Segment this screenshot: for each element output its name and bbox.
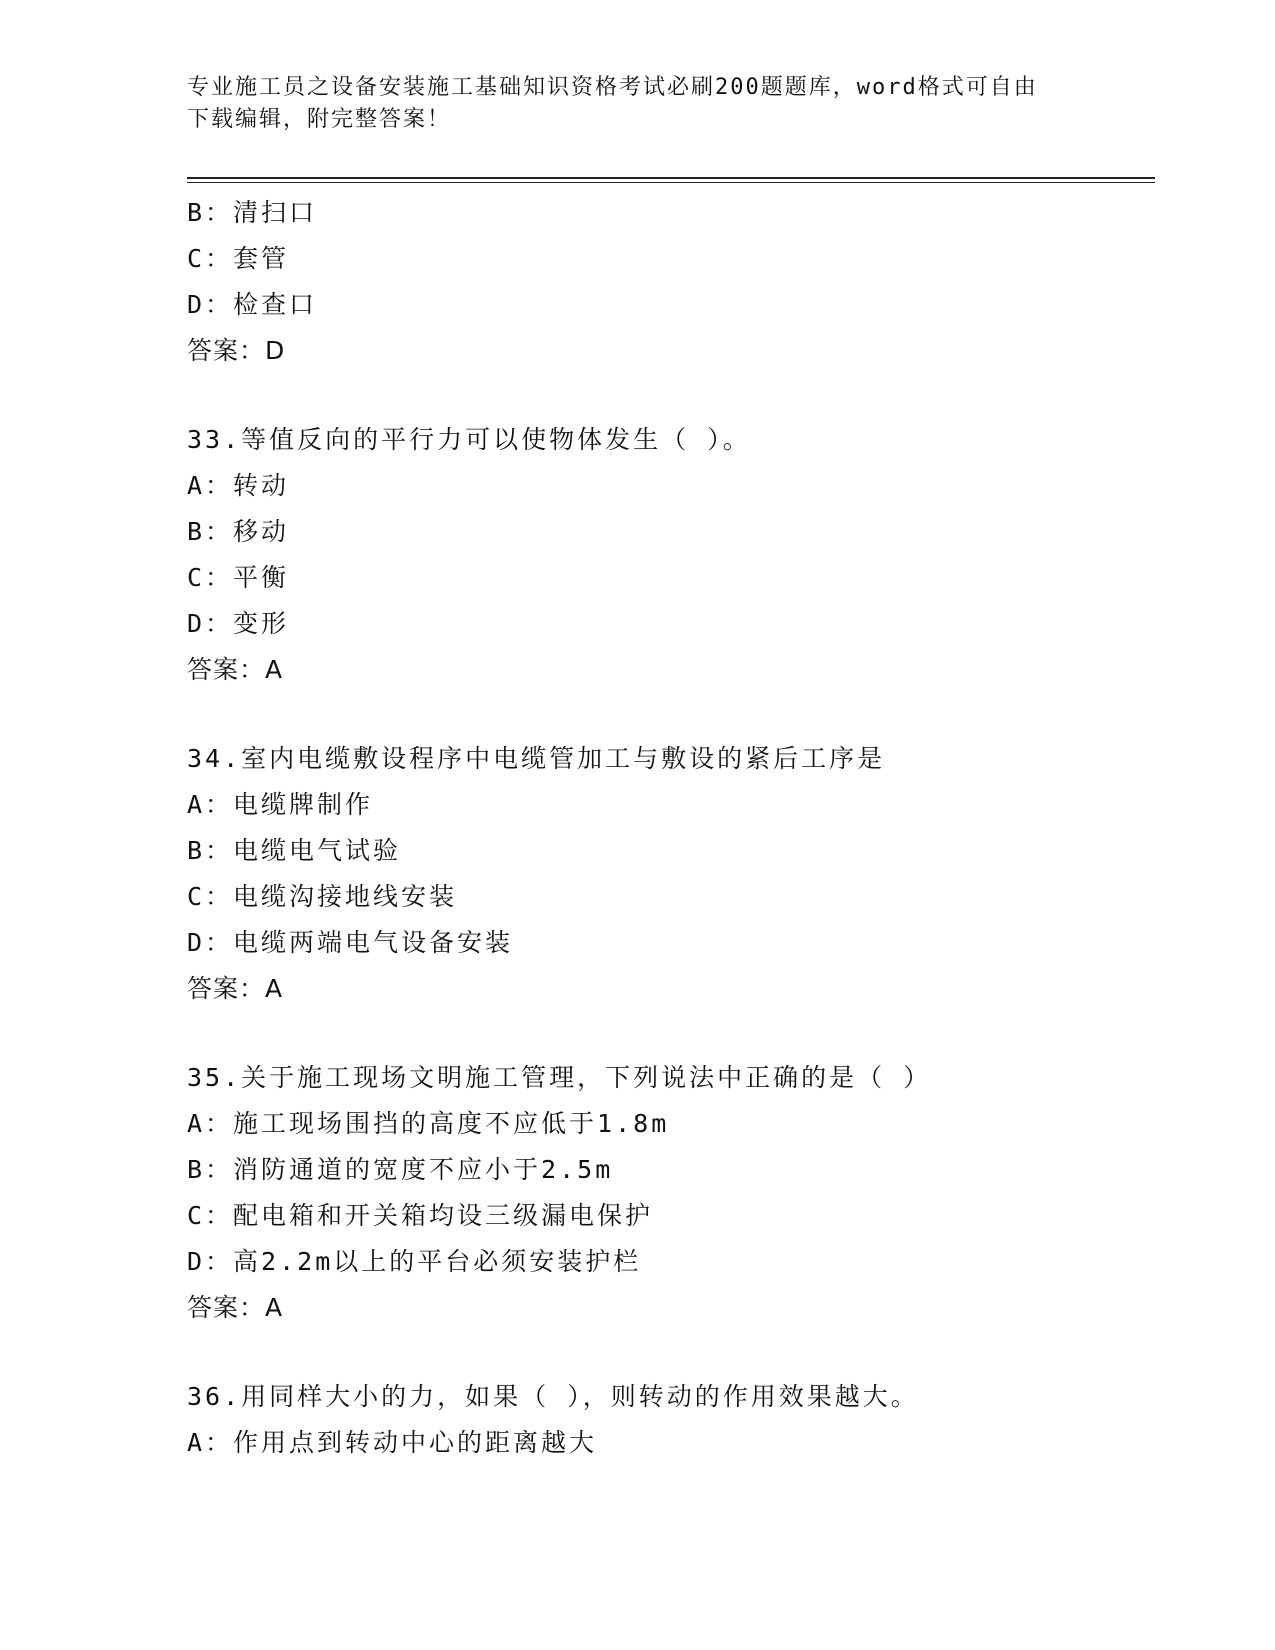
option-c: C：配电箱和开关箱均设三级漏电保护	[187, 1201, 654, 1230]
question-35	[187, 1055, 1147, 1331]
option-b: B：消防通道的宽度不应小于2.5m	[187, 1155, 614, 1184]
option-a: A：电缆牌制作	[187, 790, 374, 819]
option-c: C：套管	[187, 244, 290, 273]
continued-question	[187, 190, 1147, 374]
option-d: D：变形	[187, 609, 290, 638]
option-a: A：作用点到转动中心的距离越大	[187, 1428, 598, 1457]
question-stem: 33.等值反向的平行力可以使物体发生（ ）。	[187, 425, 751, 454]
option-b: B：清扫口	[187, 198, 318, 227]
question-stem: 36.用同样大小的力，如果（ ），则转动的作用效果越大。	[187, 1382, 919, 1411]
option-d: D：电缆两端电气设备安装	[187, 928, 514, 957]
answer: 答案：D	[187, 336, 286, 365]
header-title-line-2: 下载编辑，附完整答案！	[187, 107, 452, 132]
header-title-line-1: 专业施工员之设备安装施工基础知识资格考试必刷200题题库，word格式可自由	[187, 75, 1038, 100]
header-rule-thick	[187, 177, 1155, 179]
question-36	[187, 1374, 1147, 1466]
header-rule-thin	[187, 182, 1155, 183]
option-b: B：电缆电气试验	[187, 836, 402, 865]
question-list	[187, 190, 1147, 1466]
answer: 答案：A	[187, 1293, 284, 1322]
option-b: B：移动	[187, 517, 290, 546]
option-d: D：高2.2m以上的平台必须安装护栏	[187, 1247, 642, 1276]
question-stem: 34.室内电缆敷设程序中电缆管加工与敷设的紧后工序是	[187, 744, 886, 773]
answer: 答案：A	[187, 974, 284, 1003]
option-a: A：施工现场围挡的高度不应低于1.8m	[187, 1109, 670, 1138]
question-33	[187, 417, 1147, 693]
question-stem: 35.关于施工现场文明施工管理，下列说法中正确的是（ ）	[187, 1063, 932, 1092]
option-c: C：平衡	[187, 563, 290, 592]
document-header	[187, 72, 1087, 136]
answer: 答案：A	[187, 655, 284, 684]
option-c: C：电缆沟接地线安装	[187, 882, 458, 911]
option-a: A：转动	[187, 471, 290, 500]
question-34	[187, 736, 1147, 1012]
option-d: D：检查口	[187, 290, 318, 319]
